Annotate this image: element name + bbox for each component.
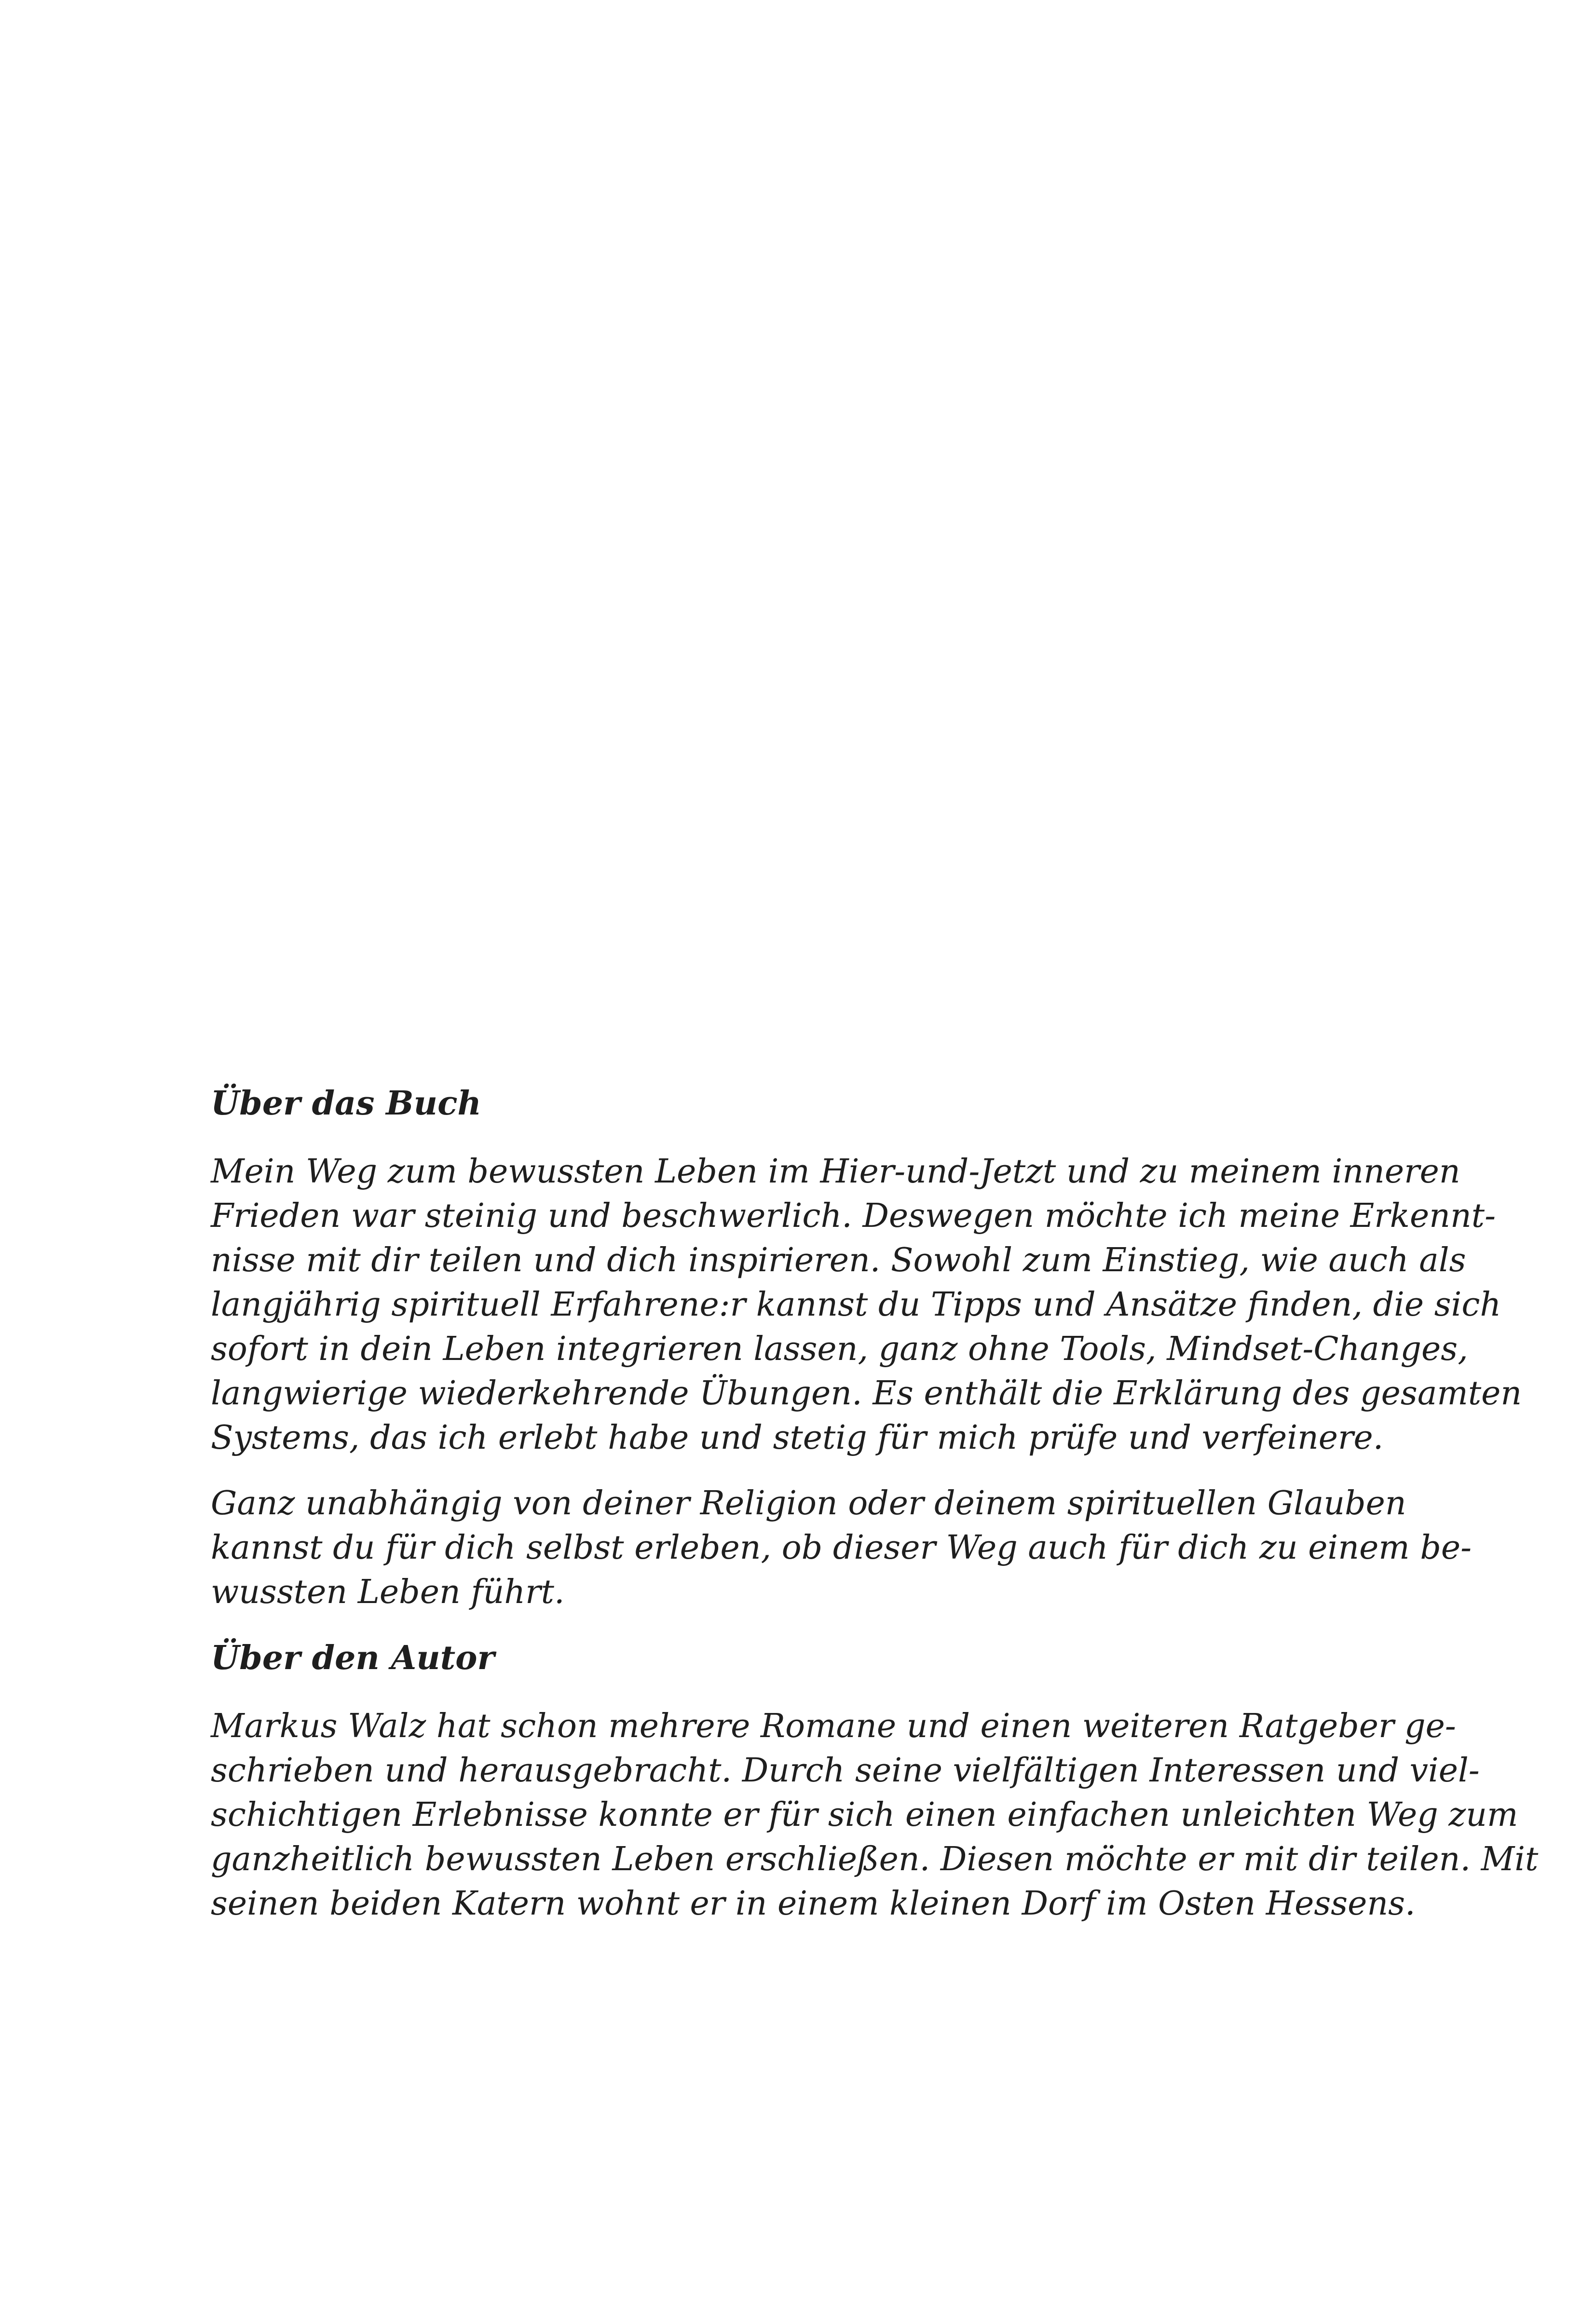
text-line: Systems, das ich erlebt habe und stetig für mich prüfe und verfeinere.	[211, 1419, 1384, 1457]
text-line: schichtigen Erlebnisse konnte er für sich einen einfachen unleichten Weg zum	[211, 1796, 1518, 1834]
book-description-paragraph-2	[211, 1481, 1472, 1615]
text-line: nisse mit dir teilen und dich inspirieren. Sowohl zum Einstieg, wie auch als	[211, 1241, 1466, 1279]
text-line: langwierige wiederkehrende Übungen. Es enthält die Erklärung des gesamten	[211, 1374, 1522, 1413]
text-line: langjährig spirituell Erfahrene:r kannst du Tipps und Ansätze finden, die sich	[211, 1286, 1501, 1324]
text-line: Mein Weg zum bewussten Leben im Hier-und-Jetzt und zu meinem inneren	[211, 1153, 1460, 1191]
text-line: schrieben und herausgebracht. Durch seine vielfältigen Interessen und viel-	[211, 1752, 1480, 1790]
author-description-paragraph	[211, 1704, 1539, 1926]
text-line: Frieden war steinig und beschwerlich. Deswegen möchte ich meine Erkennt-	[211, 1197, 1496, 1235]
book-description-paragraph-1	[211, 1150, 1522, 1460]
text-line: ganzheitlich bewussten Leben erschließen. Diesen möchte er mit dir teilen. Mit	[211, 1840, 1539, 1878]
text-line: wussten Leben führt.	[211, 1573, 565, 1611]
text-line: Markus Walz hat schon mehrere Romane und einen weiteren Ratgeber ge-	[211, 1707, 1456, 1745]
text-line: seinen beiden Katern wohnt er in einem kleinen Dorf im Osten Hessens.	[211, 1885, 1416, 1923]
text-line: sofort in dein Leben integrieren lassen, ganz ohne Tools, Mindset-Changes,	[211, 1330, 1468, 1368]
text-line: Ganz unabhängig von deiner Religion oder deinem spirituellen Glauben	[211, 1484, 1406, 1522]
page-content	[211, 1080, 1539, 1926]
book-heading: Über das Buch	[211, 1084, 481, 1123]
text-line: kannst du für dich selbst erleben, ob dieser Weg auch für dich zu einem be-	[211, 1529, 1472, 1567]
author-heading: Über den Autor	[211, 1639, 495, 1677]
